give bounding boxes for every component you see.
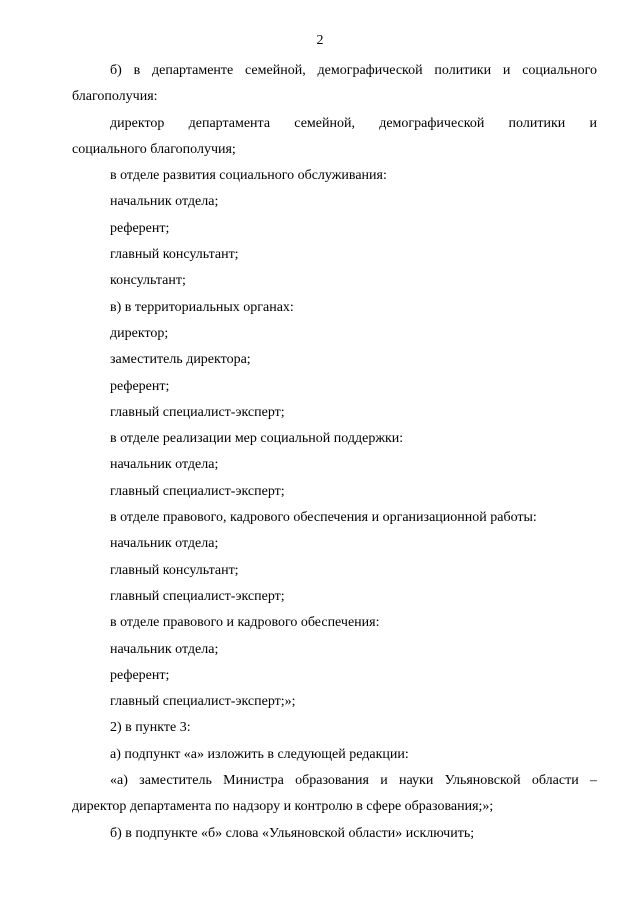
paragraph: [72, 58, 597, 111]
paragraph: главный консультант;: [110, 562, 239, 578]
paragraph: консультант;: [110, 273, 186, 289]
paragraph: в отделе правового и кадрового обеспечения:: [110, 615, 380, 631]
paragraph: а) подпункт «а» изложить в следующей редакции:: [110, 746, 409, 762]
paragraph: референт;: [110, 667, 170, 683]
paragraph: [72, 768, 597, 821]
paragraph: заместитель директора;: [110, 352, 251, 368]
paragraph: главный специалист-эксперт;: [110, 588, 285, 604]
text-line: благополучия:: [72, 89, 158, 105]
paragraph: референт;: [110, 220, 170, 236]
paragraph: в) в территориальных органах:: [110, 299, 294, 315]
text-line: директор департамента семейной, демографической политики и: [110, 115, 597, 131]
paragraph: [72, 111, 597, 164]
paragraph: начальник отдела;: [110, 536, 219, 552]
text-line: б) в департаменте семейной, демографической политики и социального: [110, 63, 597, 78]
paragraph: директор;: [110, 325, 169, 341]
paragraph: главный специалист-эксперт;: [110, 404, 285, 420]
paragraph: в отделе реализации мер социальной поддержки:: [110, 431, 404, 447]
paragraph: 2) в пункте 3:: [110, 720, 191, 736]
paragraph: б) в подпункте «б» слова «Ульяновской области» исключить;: [110, 825, 475, 841]
text-line: «а) заместитель Министра образования и науки Ульяновской области –: [110, 773, 597, 789]
paragraph: главный специалист-эксперт;: [110, 483, 285, 499]
paragraph: начальник отдела;: [110, 194, 219, 210]
page-number: 2: [316, 33, 324, 48]
paragraph: начальник отдела;: [110, 457, 219, 473]
paragraph: в отделе правового, кадрового обеспечения и организационной работы:: [110, 510, 537, 526]
text-line: директор департамента по надзору и контролю в сфере образования;»;: [72, 799, 494, 815]
paragraph: в отделе развития социального обслуживания:: [110, 168, 387, 184]
paragraph: главный консультант;: [110, 247, 239, 263]
paragraph: начальник отдела;: [110, 641, 219, 657]
paragraph: главный специалист-эксперт;»;: [110, 694, 296, 710]
paragraph: референт;: [110, 378, 170, 394]
text-line: социального благополучия;: [72, 141, 236, 157]
document-body: [72, 58, 597, 847]
